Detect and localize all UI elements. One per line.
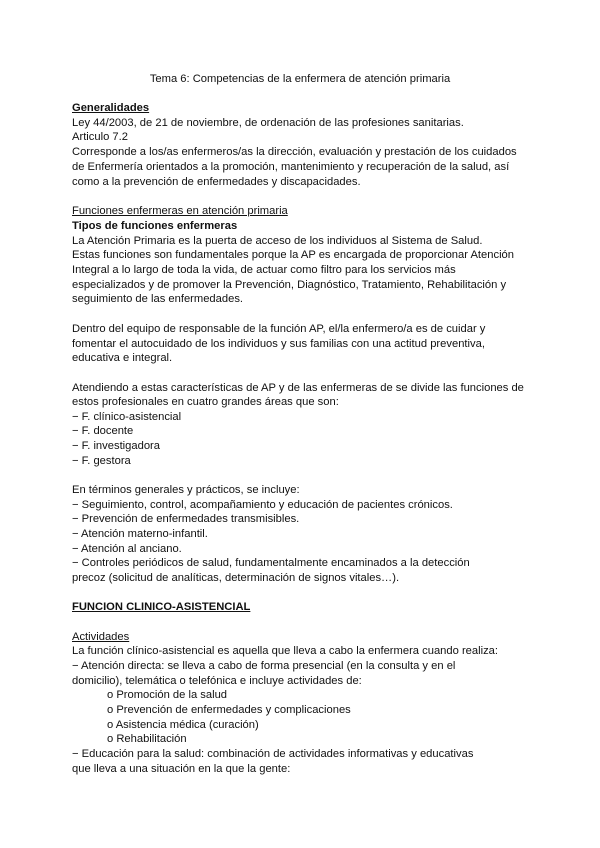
text-line: Integral a lo largo de toda la vida, de actuar como filtro para los servicios más (72, 264, 456, 276)
text-line: Atendiendo a estas características de AP y de las enfermeras de se divide las funciones de (72, 382, 524, 394)
sub-list-item: o Prevención de enfermedades y complicaciones (107, 704, 351, 716)
list-item: − Atención al anciano. (72, 543, 182, 555)
list-item: − Atención directa: se lleva a cabo de forma presencial (en la consulta y en el (72, 660, 456, 672)
text-line: Ley 44/2003, de 21 de noviembre, de ordenación de las profesiones sanitarias. (72, 117, 464, 129)
list-item: − Seguimiento, control, acompañamiento y educación de pacientes crónicos. (72, 499, 453, 511)
section-heading-clinico: FUNCION CLINICO-ASISTENCIAL (72, 601, 251, 613)
sub-list-item: o Asistencia médica (curación) (107, 719, 259, 731)
text-line: Dentro del equipo de responsable de la función AP, el/la enfermero/a es de cuidar y (72, 323, 486, 335)
sub-list-item: o Rehabilitación (107, 733, 187, 745)
list-item: − Controles periódicos de salud, fundamentalmente encaminados a la detección (72, 557, 470, 569)
list-item: − F. docente (72, 425, 134, 437)
text-line: fomentar el autocuidado de los individuos y sus familias con una actitud preventiva, (72, 338, 485, 350)
text-line: La Atención Primaria es la puerta de acceso de los individuos al Sistema de Salud. (72, 235, 483, 247)
text-line: La función clínico-asistencial es aquella que lleva a cabo la enfermera cuando realiza: (72, 645, 499, 657)
text-line: estos profesionales en cuatro grandes áreas que son: (72, 396, 339, 408)
text-line: Estas funciones son fundamentales porque la AP es encargada de proporcionar Atención (72, 249, 514, 261)
text-line: Articulo 7.2 (72, 131, 128, 143)
text-line: educativa e integral. (72, 352, 173, 364)
page-title: Tema 6: Competencias de la enfermera de atención primaria (149, 73, 451, 85)
text-line: domicilio), telemática o telefónica e incluye actividades de: (72, 675, 362, 687)
text-line: como a la prevención de enfermedades y discapacidades. (72, 176, 361, 188)
list-item: − F. investigadora (72, 440, 160, 452)
list-item: − F. clínico-asistencial (72, 411, 182, 423)
text-line: En términos generales y prácticos, se incluye: (72, 484, 300, 496)
list-item: − Prevención de enfermedades transmisibles. (72, 513, 300, 525)
text-line: precoz (solicitud de analíticas, determinación de signos vitales…). (72, 572, 400, 584)
text-line: Corresponde a los/as enfermeros/as la dirección, evaluación y prestación de los cuidados (72, 146, 517, 158)
list-item: − Educación para la salud: combinación de actividades informativas y educativas (72, 748, 474, 760)
section-heading-tipos: Tipos de funciones enfermeras (72, 220, 238, 232)
text-line: de Enfermería orientados a la promoción, mantenimiento y recuperación de la salud, así (72, 161, 510, 173)
section-subheading-actividades: Actividades (72, 631, 130, 643)
text-line: seguimiento de las enfermedades. (72, 293, 244, 305)
section-heading-generalidades: Generalidades (72, 102, 150, 114)
text-line: que lleva a una situación en la que la gente: (72, 763, 291, 775)
list-item: − F. gestora (72, 455, 131, 467)
list-item: − Atención materno-infantil. (72, 528, 208, 540)
section-subheading-funciones: Funciones enfermeras en atención primaria (72, 205, 288, 217)
text-line: especializados y de promover la Prevención, Diagnóstico, Tratamiento, Rehabilitación y (72, 279, 507, 291)
sub-list-item: o Promoción de la salud (107, 689, 228, 701)
